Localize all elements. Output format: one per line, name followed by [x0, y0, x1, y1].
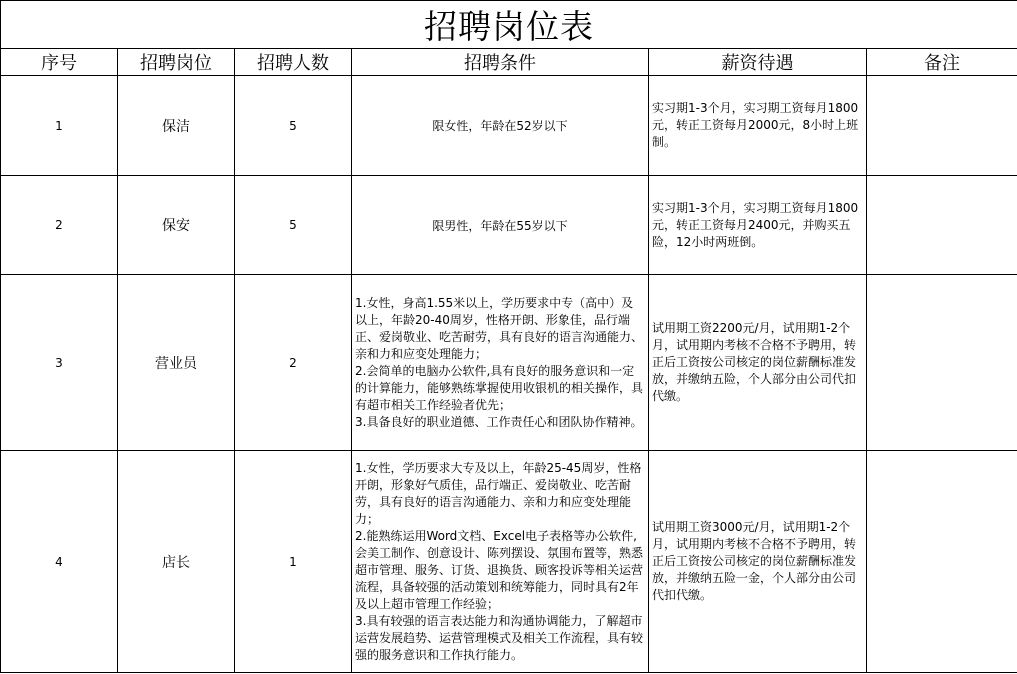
cell-position: 保洁 [118, 76, 235, 176]
cell-conditions [352, 275, 649, 451]
table-title: 招聘岗位表 [1, 1, 1017, 49]
header-index: 序号 [1, 49, 118, 76]
cell-notes [867, 176, 1017, 275]
header-conditions: 招聘条件 [352, 49, 649, 76]
condition-item: 2.能熟练运用Word文档、Excel电子表格等办公软件,会美工制作、创意设计、陈列摆设、氛围布置等，熟悉超市管理、服务、订货、退换货、顾客投诉等相关运营流程，具备较强的活动策划和统筹能力，同时具有2年及以上超市管理工作经验； [355, 528, 644, 611]
cell-salary [649, 76, 867, 176]
cell-position: 营业员 [118, 275, 235, 451]
cell-conditions: 限男性，年龄在55岁以下 [352, 176, 649, 275]
header-notes: 备注 [867, 49, 1017, 76]
salary-text: 实习期1-3个月，实习期工资每月1800元，转正工资每月2400元，并购买五险，12小时两班倒。 [652, 200, 859, 249]
cell-index: 4 [1, 451, 118, 673]
table-row [1, 76, 1017, 176]
cell-count: 2 [235, 275, 352, 451]
cell-salary [649, 275, 867, 451]
cell-notes [867, 76, 1017, 176]
cell-index: 3 [1, 275, 118, 451]
header-salary: 薪资待遇 [649, 49, 867, 76]
cell-position: 店长 [118, 451, 235, 673]
condition-item: 1.女性，身高1.55米以上，学历要求中专（高中）及以上，年龄20-40周岁，性格开朗、形象佳，品行端正、爱岗敬业、吃苦耐劳，具有良好的语言沟通能力、亲和力和应变处理能力； [355, 295, 644, 361]
condition-item: 1.女性，学历要求大专及以上，年龄25-45周岁，性格开朗，形象好气质佳，品行端正、爱岗敬业、吃苦耐劳，具有良好的语言沟通能力、亲和力和应变处理能力； [355, 460, 642, 526]
header-count: 招聘人数 [235, 49, 352, 76]
cell-count: 5 [235, 76, 352, 176]
cell-salary [649, 176, 867, 275]
cell-conditions [352, 451, 649, 673]
condition-item: 3.具有较强的语言表达能力和沟通协调能力，了解超市运营发展趋势、运营管理模式及相关工作流程，具有较强的服务意识和工作执行能力。 [355, 613, 644, 662]
condition-item: 2.会简单的电脑办公软件,具有良好的服务意识和一定的计算能力，能够熟练掌握使用收银机的相关操作，具有超市相关工作经验者优先； [355, 363, 644, 412]
cell-salary [649, 451, 867, 673]
cell-position: 保安 [118, 176, 235, 275]
cell-index: 2 [1, 176, 118, 275]
cell-count: 1 [235, 451, 352, 673]
cell-index: 1 [1, 76, 118, 176]
salary-text: 实习期1-3个月，实习期工资每月1800元，转正工资每月2000元，8小时上班制。 [652, 101, 859, 149]
salary-text: 试用期工资2200元/月，试用期1-2个月，试用期内考核不合格不予聘用，转正后工资按公司核定的岗位薪酬标准发放，并缴纳五险，个人部分由公司代扣代缴。 [652, 321, 857, 403]
header-position: 招聘岗位 [118, 49, 235, 76]
salary-text: 试用期工资3000元/月，试用期1-2个月，试用期内考核不合格不予聘用，转正后工资按公司核定的岗位薪酬标准发放，并缴纳五险一金，个人部分由公司代扣代缴。 [652, 520, 857, 602]
table-row [1, 176, 1017, 275]
table-row [1, 275, 1017, 451]
cell-conditions: 限女性，年龄在52岁以下 [352, 76, 649, 176]
condition-item: 3.具备良好的职业道德、工作责任心和团队协作精神。 [355, 414, 643, 429]
cell-notes [867, 451, 1017, 673]
cell-count: 5 [235, 176, 352, 275]
cell-notes [867, 275, 1017, 451]
table-row [1, 451, 1017, 673]
